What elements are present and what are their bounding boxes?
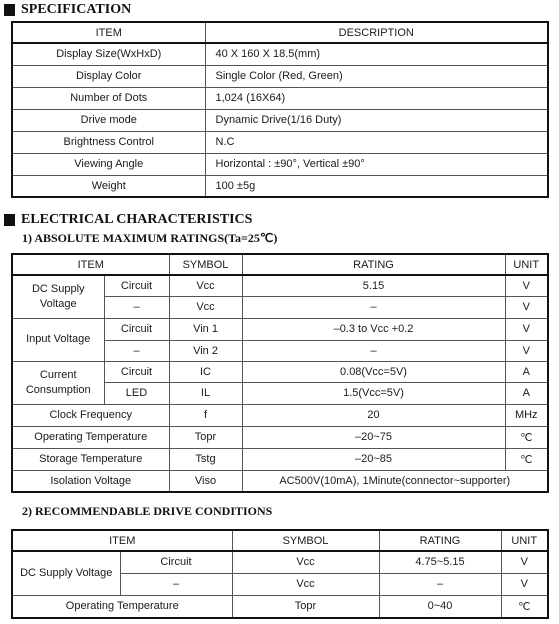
unit-cell: V — [505, 296, 548, 318]
dc-supply-voltage-item: DC Supply Voltage — [12, 551, 120, 595]
electrical-heading — [4, 212, 252, 228]
column-header-symbol: SYMBOL — [169, 254, 242, 275]
storage-temperature-item: Storage Temperature — [12, 448, 169, 470]
spec-item: Viewing Angle — [12, 153, 205, 175]
spec-item: Display Color — [12, 65, 205, 87]
column-header-rating: RATING — [242, 254, 505, 275]
current-consumption-item: Current Consumption — [12, 361, 104, 404]
table-row — [12, 595, 548, 618]
column-header-item: ITEM — [12, 530, 232, 551]
column-header-description: DESCRIPTION — [205, 22, 548, 43]
rating-cell: – — [379, 573, 501, 595]
table-header-row — [12, 530, 548, 551]
spec-item: Number of Dots — [12, 87, 205, 109]
rating-cell: 0.08(Vcc=5V) — [242, 361, 505, 382]
table-row — [12, 87, 548, 109]
operating-temperature-item: Operating Temperature — [12, 595, 232, 618]
symbol-cell: Tstg — [169, 448, 242, 470]
rating-cell: – — [242, 340, 505, 361]
column-header-item: ITEM — [12, 22, 205, 43]
rating-cell: 20 — [242, 404, 505, 426]
unit-cell: V — [501, 551, 548, 573]
symbol-cell: f — [169, 404, 242, 426]
recommended-conditions-subtitle: 2) RECOMMENDABLE DRIVE CONDITIONS — [22, 504, 273, 518]
spec-description: Single Color (Red, Green) — [205, 65, 548, 87]
rating-cell: 0~40 — [379, 595, 501, 618]
symbol-cell: Vin 2 — [169, 340, 242, 361]
specification-table — [11, 21, 549, 198]
rating-cell: 4.75~5.15 — [379, 551, 501, 573]
condition-cell: Circuit — [104, 318, 169, 340]
table-row — [12, 470, 548, 492]
spec-description: Dynamic Drive(1/16 Duty) — [205, 109, 548, 131]
table-row — [12, 153, 548, 175]
condition-cell: LED — [104, 382, 169, 404]
unit-cell: ℃ — [505, 448, 548, 470]
condition-cell: Circuit — [120, 551, 232, 573]
column-header-unit: UNIT — [501, 530, 548, 551]
unit-cell: V — [505, 275, 548, 296]
table-row — [12, 109, 548, 131]
table-row — [12, 275, 548, 296]
dc-supply-voltage-item: DC Supply Voltage — [12, 275, 104, 318]
symbol-cell: IC — [169, 361, 242, 382]
column-header-symbol: SYMBOL — [232, 530, 379, 551]
rating-cell: –20~75 — [242, 426, 505, 448]
table-row — [12, 318, 548, 340]
recommended-conditions-table — [11, 529, 549, 619]
input-voltage-item: Input Voltage — [12, 318, 104, 361]
rating-cell: 5.15 — [242, 275, 505, 296]
absolute-max-ratings-subtitle: 1) ABSOLUTE MAXIMUM RATINGS(Ta=25℃) — [22, 231, 278, 245]
unit-cell: MHz — [505, 404, 548, 426]
rating-cell: –20~85 — [242, 448, 505, 470]
condition-cell: – — [104, 296, 169, 318]
column-header-unit: UNIT — [505, 254, 548, 275]
condition-cell: – — [104, 340, 169, 361]
table-row — [12, 426, 548, 448]
table-row — [12, 361, 548, 382]
spec-description: 40 X 160 X 18.5(mm) — [205, 43, 548, 65]
table-row — [12, 175, 548, 197]
rating-cell: 1.5(Vcc=5V) — [242, 382, 505, 404]
table-row — [12, 404, 548, 426]
square-bullet-icon — [4, 214, 15, 226]
symbol-cell: Vcc — [169, 296, 242, 318]
symbol-cell: Vin 1 — [169, 318, 242, 340]
isolation-voltage-item: Isolation Voltage — [12, 470, 169, 492]
specification-heading — [4, 2, 131, 18]
spec-item: Brightness Control — [12, 131, 205, 153]
rating-cell: –0.3 to Vcc +0.2 — [242, 318, 505, 340]
unit-cell: V — [505, 318, 548, 340]
spec-description: 1,024 (16X64) — [205, 87, 548, 109]
table-header-row — [12, 22, 548, 43]
table-row — [12, 448, 548, 470]
condition-cell: Circuit — [104, 275, 169, 296]
table-row — [12, 551, 548, 573]
unit-cell: ℃ — [505, 426, 548, 448]
electrical-title: ELECTRICAL CHARACTERISTICS — [21, 212, 253, 227]
operating-temperature-item: Operating Temperature — [12, 426, 169, 448]
symbol-cell: Topr — [232, 595, 379, 618]
spec-item: Weight — [12, 175, 205, 197]
specification-title: SPECIFICATION — [21, 2, 132, 17]
table-row — [12, 131, 548, 153]
symbol-cell: Vcc — [232, 573, 379, 595]
table-header-row — [12, 254, 548, 275]
symbol-cell: Vcc — [232, 551, 379, 573]
absolute-max-ratings-table — [11, 253, 549, 493]
table-row — [12, 65, 548, 87]
spec-item: Drive mode — [12, 109, 205, 131]
square-bullet-icon — [4, 4, 15, 16]
condition-cell: – — [120, 573, 232, 595]
spec-description: Horizontal : ±90°, Vertical ±90° — [205, 153, 548, 175]
spec-item: Display Size(WxHxD) — [12, 43, 205, 65]
symbol-cell: Vcc — [169, 275, 242, 296]
condition-cell: Circuit — [104, 361, 169, 382]
rating-cell: AC500V(10mA), 1Minute(connector~supporter) — [242, 470, 548, 492]
rating-cell: – — [242, 296, 505, 318]
unit-cell: ℃ — [501, 595, 548, 618]
unit-cell: V — [501, 573, 548, 595]
column-header-rating: RATING — [379, 530, 501, 551]
unit-cell: A — [505, 382, 548, 404]
clock-frequency-item: Clock Frequency — [12, 404, 169, 426]
table-row — [12, 43, 548, 65]
column-header-item: ITEM — [12, 254, 169, 275]
unit-cell: A — [505, 361, 548, 382]
symbol-cell: Topr — [169, 426, 242, 448]
spec-description: N.C — [205, 131, 548, 153]
symbol-cell: Viso — [169, 470, 242, 492]
unit-cell: V — [505, 340, 548, 361]
spec-description: 100 ±5g — [205, 175, 548, 197]
symbol-cell: IL — [169, 382, 242, 404]
